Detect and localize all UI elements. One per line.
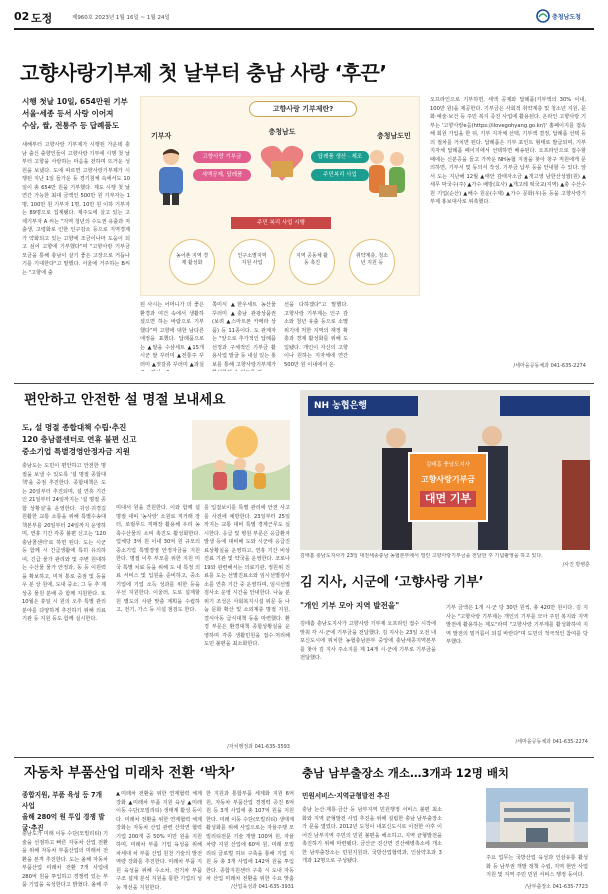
- article5-col2: 주요 업무는 국방산업 육성과 인삼유통 활성화 등 남부권 개발 정책 수립, 지역 현안 사업 지원 및 지역 주민 민원 서비스 행정 등이다.: [486, 855, 588, 878]
- article2-credit: /자치행정과 041-635-3593: [227, 744, 290, 750]
- article1-col5: 오프라인으로 기부하면, 세액 공제와 답례품(기부액의 30% 이내, 100만 원)을 제공한다. 기부금은 사회적 취약계층 및 청소년 지원, 문화·예술·보건 등 주민 복지 증진 사업에 활용된다. 온라인 고향사랑 기부는 '고향사랑e음(https://ilovegohyang.go.kr/)' 홈페이지를 접속해 회원 가입을 한 뒤, 기부 지자체 선택, 기부액 결정, 답례품 선택 등의 절차를 거치면 된다. 답례품은 기부 포인트 형태로 발급되며, 기부 지자체 답례품 페이지에서 선택하면 배송된다. 오프라인으로 접수할 때에는 신분증을 들고 가까운 NH농협 지점을 찾아 창구 직원에게 문의하면, 기부서 및 동의서 작성, 기부금 납부 등을 안내할 수 있다. 앞서 도는 지난해 12월 ▲태안 감태자소금 ▲개고영 남한산성쌀(원) ▲세무 막국수(주) ▲가수 배방(효사) ▲개고레 떡국교(지역) ▲충 수산수 원 기업(순산) ▲해수 원운(수제) ▲가수 문화(우)등 등을 고향사랑기부제 홍보대사로 위촉했다.: [430, 97, 586, 205]
- section-name: 도정: [31, 12, 53, 25]
- article2-subheads: [22, 422, 202, 458]
- article1-subhead: 시행 첫날 10일, 654만원 기부: [22, 97, 128, 106]
- banner-mid: 고향사랑기부금: [420, 475, 476, 484]
- chip-production: 답례품 생산 · 제조: [311, 151, 369, 163]
- welfare-bar: 주민 복리 사업 시행: [231, 217, 331, 229]
- banner-top: 김태흠 충남도지사: [425, 462, 471, 468]
- article2-subhead: 중소기업 특별경영안정자금 지원: [22, 447, 130, 456]
- article1-col3: 쪽미식 ▲한우세트 농산물 꾸러미 ▲충남 관광상품권(보려 ▲스마트폰 카메라 상품) 등 11종이다. 도 관계자는 "앞으로 추가적인 답례품 선정과 구체적인 기부금 활용사업 발굴 등 내실 있는 홍보를 통해 고향사랑기부제가: [212, 302, 276, 368]
- article1-subhead: 수삼, 쌀, 전통주 등 답례품도: [22, 121, 120, 130]
- article4-subhead: 올해 280억 원 투입 경쟁 발굴·추진: [22, 813, 105, 832]
- article1-col2: 된 사시는 어머니가 더 좋은 환경과 여건 속에서 생활하셨으면 하는 바람으로 기부했다"며 고향에 대한 남다른 애정을 표했다. 답례품으로는 ▲쌀을 수삼세트 ▲15개 시군 쌀 꾸러미 ▲전통주 꾸러미 ▲젓갈류 꾸러미 ▲과실: [140, 302, 204, 368]
- article3-subhead: "개인 기부 모아 지역 발전을": [300, 601, 400, 610]
- article2-title: 편안하고 안전한 설 명절 보내세요: [24, 392, 226, 408]
- article4-subhead: 종합지원, 부품 육성 등 7개 사업: [22, 791, 102, 810]
- building-icon: [486, 788, 588, 848]
- brand-logo: 충청남도청: [536, 9, 592, 23]
- article1-title: 고향사랑기부제 첫 날부터 충남 사랑 ‘후끈’: [20, 61, 387, 85]
- benefit-circle: 인구소멸지역 지원 사업: [229, 239, 275, 285]
- article3-title: 김 지사, 시군에 ‘고향사랑 기부’: [300, 575, 484, 590]
- photo-caption: 김태흠 충남도지사가 23일 대전세종충남 농협본부에서 열린 고향사랑기부금을 전달한 후 기념촬영을 하고 있다.: [300, 553, 543, 559]
- article2-col3: 를 입접보이를 특별 관리에 안전 사고를 사전에 예방한다. 23일부터 25일까지는 교통 대비 특별 경계근무도 실시한다. 응급 및 병원 부문은 응급환자 발생 등에 대비해 도와 시군에 응급진료상황실을 운영하고, 연휴 기간 비상 진료 기관 및 약국을 운영한다. 코로나19와 관련해서는 의료기관, 정원위 진료를 도는 선별진료소와 임시선별검사소를 연휴 기간 중 운영하며, 임시선별검사소 운영 시간을 안내한다. 나눔 분위기 조성은 사회복지시설 위문 등 나눔 문화 확산 및 소외계층 명절 지원, 결식아동 급식대책 등을 마련했다. 환경 부문은 환경대책 종합상황실을 운영하며 각종 생활민원을 접수·처리해 도민 불편을 최소화한다.: [204, 505, 290, 647]
- article1-col4: 선을 다하겠다"고 말했다. 고향사랑 기부제는 인구 감소와 청년 유출 등으로 소멸 위기에 처한 지역의 재정 확충과 경제 활성화를 위해 도입됐다. 개인이 자신의 고향이나 원하는 지자체에 연간 500만 원 이내에서 온·: [284, 302, 348, 368]
- infographic: [140, 96, 420, 296]
- article1-subhead: 서울·세종 등서 사랑 이어져: [22, 109, 114, 118]
- article3-col1: 김태흠 충남도지사가 고향사랑 기부제 오프라인 접수 시작에 맞춰 각 시·군에 기부금을 전달했다. 김 지사는 23일 오전 내포신도시에 위치한 농협충남본부 중앙에 충남세종지역본부를 찾아 김 지사 주소지를 제 14개 시·군에 기부로 기부금을 전달했다.: [300, 621, 436, 661]
- article3-credit: /세마을공동체과 041-635-2274: [515, 739, 588, 745]
- article4-title: 자동차 부품산업 미래차 전환 ‘박차’: [24, 765, 236, 781]
- donation-banner: [408, 452, 488, 522]
- chip-welfare: 주민복리 사업: [311, 169, 369, 181]
- article5-subhead: 민원서비스·지역균형발전 추진: [302, 792, 390, 800]
- article4-subheads: [22, 790, 108, 834]
- article2-subhead: 도, 설 명절 종합대책 수립·추진: [22, 423, 127, 432]
- article5-title: 충남 남부출장소 개소…3개과 12명 배치: [302, 766, 510, 780]
- article5-col1: 충남 논산·계룡·금산 등 남부지역 민원행정 서비스 불편 최소화와 지역 균형발전 사업 추진을 위해 설립한 충남 남부출장소가 문을 열었다. 2012년 도청이 내포신도시로 이전한 이후 이어진 남부지역 주민의 민원 불편을 해소하고, 지역 균형발전을 촉진하기 위해 마련됐다. 금산군 진산면 진산해병촉소에 개소한 남부출장소는 민원지원과, 국방산업협력과, 인삼약초과 3개과 12명으로 구성됐다.: [302, 807, 442, 864]
- left-person-label: 기부자: [151, 132, 172, 140]
- article3-col2: 기부 금액은 1개 시·군 당 30만 원씩, 총 420만 원이다. 김 지사는 "고향사랑 기부제는 개인의 기부를 모아 주민 복지와 지역 발전에 활용하는 제도"라며 "고향사랑 기부제를 활성화하여 지역 발전의 밑거름이 되길 바란다"며 도민의 적극적인 참여를 당부했다.: [446, 605, 588, 645]
- article5-credit: /남부출장소 041-635-7723: [525, 884, 588, 890]
- donor-figure-icon: [151, 145, 191, 205]
- page-header: [14, 8, 594, 28]
- article1-col1: 새해부터 고향사랑 기부제가 시행된 가운데 충남 출신 출향인들이 고향사랑 기부에 시행 첫 날부터 고향을 사랑하는 마음을 전하며 뜨거운 성원을 보냈다. 도에 따르면 고향사랑기부제가 시행된 지난 1일 들가운 등 경기침체 속에서도 10일이 총 654만 원을 기부했다. 제도 시행 첫 날 연간 가능한 최대 금액인 500만 원 기부자는 1명, 100만 원 기부자 1명, 10만 원 이하 기부자는 89명으로 집계됐다. 제주도에 살고 있는 고제기부자 A 씨는 "지역 청년의 수도권 유출과 저출생, 고령화로 인한 인구감소 등으로 지역경제가 약화되고 있는 고향에 조금이나마 도움이 되고 싶어 고향에 기부했다"며 "고향사랑 기부금 모금을 통해 충남이 살기 좋은 고장으로 거듭나기를 기대한다"고 말했다. 서울에 거주하는 B씨는 "고향에 출: [22, 142, 130, 276]
- issue-info: 제960호 2023년 1월 16일 ~ 1월 24일: [72, 15, 170, 21]
- banner-bot: 대면 기부: [420, 491, 476, 507]
- article2-col2: 미대서 원을 견원한다. 이와 함께 설 명절 대비 '농사랑' 소원로 직거래 장터, 로컬푸드 직매장 활용해 우리 농축수산물의 소비 촉진도 활성화한다. 업체당 3억 원 이내 30억 원 규모의 중소기업 특별경영 안정자금을 지원한다. 명절 이후 부모를 위한 지원 미국 특별 치료 등을 위해 도 내 특정 의료 서비스 및 입원을 준비하고, 중소기업에 기업 소득 성과를 위한 등을 우선 지원한다. 이울러, 도로 설계할 원 별도의 사관 맞출 계획을 수립하고, 전기, 가스 등 시설 점검도 한다.: [116, 505, 200, 613]
- building-photo: [486, 788, 588, 848]
- photo-credit: /사진 방병훈: [562, 562, 590, 568]
- article4-col3: 한 지원과 통합부품 세계화 지원 6억 원, 자동차 부품산업 경쟁력 증진 6억 원 등 3개 사업에 총 107억 원을 지원한다. 미래 이동 수단(모빌리티) 생태계 활성화를 위해 사업으로는 자율주행 모빌리티전문 기술 개발 100억 원, 자율 차량 지원 산업에 60억 원, 미래 모빌리티 글로벌 허브 구축을 통해 기업 지원 등 총 3개 사업에 142억 원을 투입한다. 종합지원센터 구축 시 도내 자동차 산업 미래차 전환을 위한 수요 맞춤: [206, 791, 294, 882]
- holiday-illustration: [192, 420, 290, 500]
- heart-box-icon: [257, 141, 307, 185]
- infographic-center-label: 충청남도: [268, 128, 296, 136]
- benefit-circle: 지역 공동체 활동 촉진: [289, 239, 335, 285]
- brand-emblem-icon: [536, 9, 550, 23]
- family-illustration-icon: [192, 420, 290, 500]
- chip-tax: 세액공제, 답례품: [193, 169, 251, 181]
- article1-credit: /세마을공동체과 041-635-2274: [513, 363, 586, 369]
- article2-subhead: 120 충남콜센터로 연휴 불편 신고: [22, 435, 137, 444]
- article1-subheads: [22, 96, 132, 132]
- article4-col2: ▲미래차 전환을 위한 연계협력 체계 강화 ▲미래차 부품 지원 육성 ▲미래 이동 수단(모빌리티) 생태계 활성 등이다. 미래차 전환을 위한 연계협력 체계 강화는 자동차 산업 관련 산학연 협력 기업 200개 중 50% 미만 원을 지원하며, 미래차 부품 기업 육성을 위해 차세대 차 부품 산업 원천 기술의 발전 역량 강화를 추진한다. 미래차 부품 지원 육성을 위해 수소차, 전기차 부품 구조 설계 분석 지원을 통한 기업의 성능 개선을 지원한다.: [116, 791, 202, 890]
- article2-col1: 충남도는 도민이 편안하고 안전한 명절을 보낼 수 있도록 '설 명절 종합대책'을 중점 추진한다. 종합대책은 도는 20일부터 추진되며, 설 연휴 기간인 21일부터 24일까지는 '설 명절 종합 상황실'을 운영한다. 귀성·귀경길 원활한 교통 소통을 위해 특별수송대책본부를 20일부터 24일까지 운영하며, 연휴 기간 각종 불편 신고는 '120충남콜센터'로 하면 된다. 도는 시군 등 함께 시 긴급생활에 특히 유의하여, 긴급 물가 관리와 및 주변 원대하는 수산물 물가 안정과, 동 등 이원력을 확보하고, 미처 통로 중점 및 등을 우 분 상 원에, 도내 중소, 그 등 추 제 상공 물원 분배 증 함께 지원한다. 또 10월은 휴일 시 원의 오추 특별 관리 분야를 다양하게 추진하기 위해 의료 기관 등 지원 등도 함께 실시한다.: [22, 463, 106, 622]
- page-number: 02: [14, 10, 30, 23]
- benefit-circle: 농어촌 지역 경제 활성화: [169, 239, 215, 285]
- benefit-circle: 취약계층, 청소년 지원 등: [349, 239, 395, 285]
- article4-col1: 충남도가 미래 이동 수단(모빌리티) 기술을 선점하고 빠른 자동차 산업 전환을 위해 자동차 부품산업의 미래차 전환을 본격 추진한다. 도는 올해 자동차 부품산업 미래차 전환 7개 사업에 280억 원을 투입하고 경쟁력 있는 부품 기업을 육성한다고 밝혔다. 올해 주: [22, 831, 108, 888]
- right-person-label: 충청남도민: [377, 132, 411, 140]
- news-photo: [300, 390, 590, 550]
- chip-donation: 고향사랑 기부금: [193, 151, 251, 163]
- bank-sign: NH 농협은행: [308, 396, 418, 416]
- infographic-title: 고향사랑 기부제란?: [249, 101, 357, 117]
- article4-credit: /산업육성과 041-635-3931: [231, 884, 294, 890]
